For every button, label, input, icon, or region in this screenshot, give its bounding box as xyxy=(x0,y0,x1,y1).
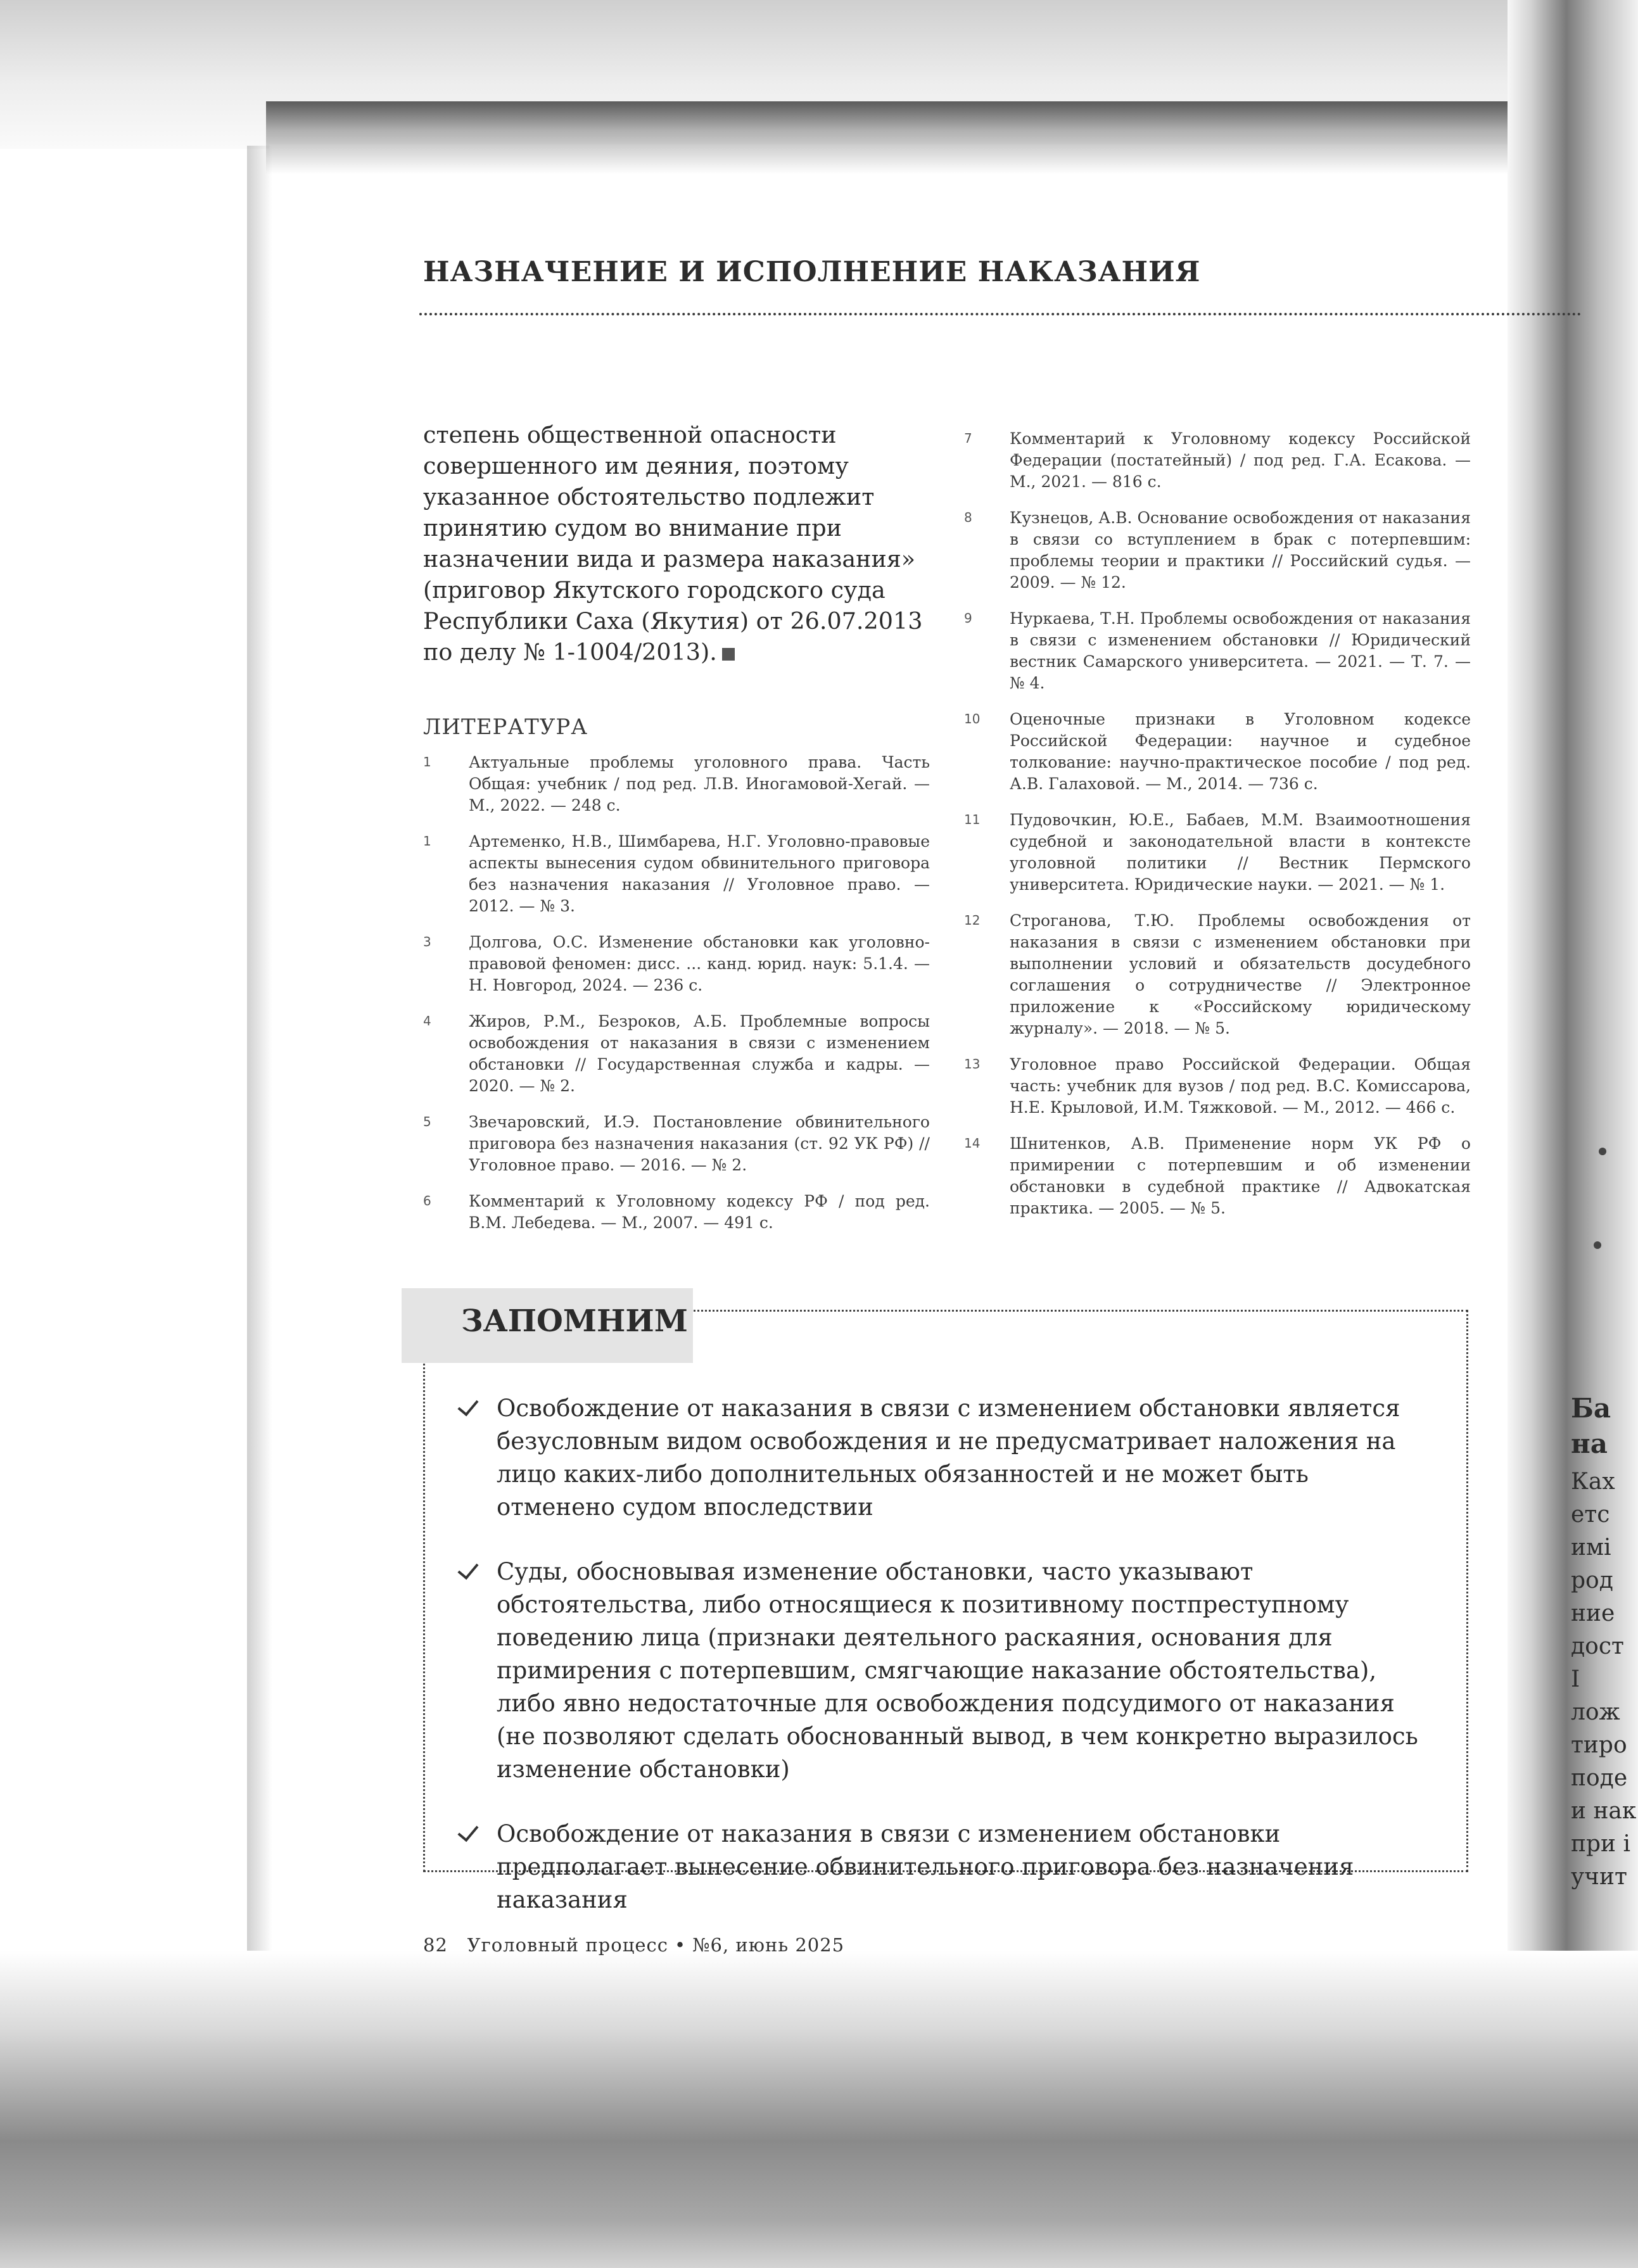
reference-number: 6 xyxy=(423,1193,431,1208)
reference-number: 3 xyxy=(423,934,431,949)
takeaway-item xyxy=(457,1555,1426,1786)
scan-shadow-bottom xyxy=(0,1951,1638,2268)
reference-text: Комментарий к Уголовному кодексу РФ / под ред. В.М. Лебедева. — М., 2007. — 491 с. xyxy=(469,1192,930,1232)
reference-list-left xyxy=(423,752,930,1248)
reference-item xyxy=(423,1011,930,1097)
reference-text: Пудовочкин, Ю.Е., Бабаев, М.М. Взаимоотношения судебной и законодательной власти в контексте уголовной политики // Вестник Пермского университета. Юридические науки. — 2021. — № 1. xyxy=(1010,811,1471,894)
checkmark-icon xyxy=(457,1555,497,1586)
reference-item xyxy=(423,932,930,996)
reference-number: 9 xyxy=(964,611,972,626)
adjacent-line: род xyxy=(1571,1568,1613,1593)
reference-item xyxy=(423,1112,930,1176)
reference-item xyxy=(964,1054,1471,1118)
reference-text: Жиров, Р.М., Безроков, А.Б. Проблемные вопросы освобождения от наказания в связи с изменением обстановки // Государственная служба и кадры. — 2020. — № 2. xyxy=(469,1012,930,1095)
reference-text: Шнитенков, А.В. Применение норм УК РФ о примирении с потерпевшим и об изменении обстановки в судебной практике // Адвокатская практика. — 2005. — № 5. xyxy=(1010,1134,1471,1217)
reference-text: Актуальные проблемы уголовного права. Часть Общая: учебник / под ред. Л.В. Иногамовой-Хегай. — М., 2022. — 248 с. xyxy=(469,753,930,814)
takeaway-list xyxy=(457,1392,1426,1948)
reference-number: 8 xyxy=(964,510,972,525)
adjacent-line: и нак xyxy=(1571,1798,1637,1824)
reference-item xyxy=(964,809,1471,896)
callout-title: ЗАПОМНИМ xyxy=(461,1303,688,1339)
adjacent-line: на xyxy=(1571,1428,1608,1459)
adjacent-line: І xyxy=(1571,1666,1580,1692)
adjacent-line: ние xyxy=(1571,1600,1615,1626)
reference-text: Нуркаева, Т.Н. Проблемы освобождения от наказания в связи с изменением обстановки // Юридический вестник Самарского университета. — 2021. — Т. 7. — № 4. xyxy=(1010,609,1471,692)
adjacent-line: при і xyxy=(1571,1831,1630,1857)
reference-item xyxy=(423,831,930,917)
header-divider xyxy=(419,313,1582,315)
reference-number: 7 xyxy=(964,431,972,446)
page-number: 82 xyxy=(423,1934,448,1956)
adjacent-line: имі xyxy=(1571,1535,1611,1561)
scan-shadow-left xyxy=(247,146,272,1970)
reference-text: Артеменко, Н.В., Шимбарева, Н.Г. Уголовно-правовые аспекты вынесения судом обвинительного приговора без назначения наказания // Уголовное право. — 2012. — № 3. xyxy=(469,832,930,915)
reference-item xyxy=(964,428,1471,493)
reference-item xyxy=(964,709,1471,795)
reference-text: Уголовное право Российской Федерации. Общая часть: учебник для вузов / под ред. В.С. Комиссарова, Н.Е. Крыловой, И.М. Тяжковой. — М., 2012. — 466 с. xyxy=(1010,1055,1471,1117)
adjacent-line: поде xyxy=(1571,1765,1628,1791)
takeaway-text: Освобождение от наказания в связи с изменением обстановки предполагает вынесение обвинительного приговора без назначения наказания xyxy=(497,1820,1354,1913)
adjacent-line: Ба xyxy=(1571,1393,1611,1424)
checkmark-icon xyxy=(457,1392,497,1422)
scan-shadow-band xyxy=(266,101,1571,174)
section-header: НАЗНАЧЕНИЕ И ИСПОЛНЕНИЕ НАКАЗАНИЯ xyxy=(423,256,1201,288)
reference-text: Долгова, О.С. Изменение обстановки как уголовно-правовой феномен: дисс. ... канд. юрид. наук: 5.1.4. — Н. Новгород, 2024. — 236 с. xyxy=(469,933,930,994)
reference-number: 1 xyxy=(423,833,431,849)
reference-item xyxy=(964,608,1471,694)
adjacent-line: дост xyxy=(1571,1633,1624,1659)
reference-text: Комментарий к Уголовному кодексу Российской Федерации (постатейный) / под ред. Г.А. Есакова. — М., 2021. — 816 с. xyxy=(1010,429,1471,491)
reference-number: 1 xyxy=(423,754,431,770)
takeaway-item xyxy=(457,1818,1426,1916)
reference-number: 10 xyxy=(964,711,981,726)
adjacent-line: учит xyxy=(1571,1864,1627,1890)
reference-item xyxy=(964,910,1471,1039)
reference-text: Кузнецов, А.В. Основание освобождения от наказания в связи со вступлением в брак с потерпевшим: проблемы теории и практики // Российский судья. — 2009. — № 12. xyxy=(1010,509,1471,592)
scan-shadow-right xyxy=(1508,0,1638,2268)
checkmark-icon xyxy=(457,1818,497,1848)
adjacent-line: етс xyxy=(1571,1502,1610,1528)
end-of-article-mark xyxy=(722,648,735,661)
reference-text: Звечаровский, И.Э. Постановление обвинительного приговора без назначения наказания (ст. 92 УК РФ) // Уголовное право. — 2016. — № 2. xyxy=(469,1113,930,1174)
takeaway-text: Освобождение от наказания в связи с изменением обстановки является безусловным видом освобождения и не предусматривает наложения на лицо каких-либо дополнительных обязанностей и не может быть отменено судом впоследствии xyxy=(497,1395,1400,1521)
adjacent-line: лож xyxy=(1571,1699,1620,1725)
reference-number: 11 xyxy=(964,812,981,827)
reference-number: 14 xyxy=(964,1136,981,1151)
literature-heading: ЛИТЕРАТУРА xyxy=(423,714,588,740)
journal-name: Уголовный процесс xyxy=(467,1934,668,1956)
bullet-dot-icon xyxy=(1599,1148,1606,1155)
reference-item xyxy=(423,1191,930,1234)
reference-item xyxy=(964,507,1471,593)
reference-item xyxy=(964,1133,1471,1219)
adjacent-page-body xyxy=(1571,1466,1638,1894)
bullet-dot-icon xyxy=(1594,1241,1601,1249)
adjacent-line: Ках xyxy=(1571,1469,1615,1495)
reference-number: 5 xyxy=(423,1114,431,1129)
reference-text: Оценочные признаки в Уголовном кодексе Российской Федерации: научное и судебное толкование: научно-практическое пособие / под ред. А.В. Галаховой. — М., 2014. — 736 с. xyxy=(1010,710,1471,793)
adjacent-page-heading xyxy=(1571,1391,1638,1462)
body-text: степень общественной опасности совершенного им деяния, поэтому указанное обстоятельство подлежит принятию судом во внимание при назначении вида и размера наказания» (приговор Якутского городского суда Республики Саха (Якутия) от 26.07.2013 по делу № 1-1004/2013). xyxy=(423,421,923,666)
reference-number: 13 xyxy=(964,1056,981,1072)
takeaway-text: Суды, обосновывая изменение обстановки, часто указывают обстоятельства, либо относящиеся к позитивному постпреступному поведению лица (признаки деятельного раскаяния, основания для примирения с потерпевшим, смягчающие наказание обстоятельства), либо явно недостаточные для освобождения подсудимого от наказания (не позволяют сделать обоснованный вывод, в чем конкретно выразилось изменение обстановки) xyxy=(497,1558,1418,1783)
reference-item xyxy=(423,752,930,816)
reference-number: 12 xyxy=(964,913,981,928)
takeaway-item xyxy=(457,1392,1426,1524)
footer-separator: • xyxy=(674,1934,687,1956)
reference-number: 4 xyxy=(423,1013,431,1029)
reference-list-right xyxy=(964,428,1471,1234)
journal-issue: №6, июнь 2025 xyxy=(692,1934,845,1956)
body-paragraph xyxy=(423,419,930,668)
adjacent-line: тиро xyxy=(1571,1732,1627,1758)
page-footer xyxy=(423,1934,844,1956)
reference-text: Строганова, Т.Ю. Проблемы освобождения от наказания в связи с изменением обстановки при выполнении условий и обязательств досудебного соглашения о сотрудничестве // Электронное приложение к «Российскому юридическому журналу». — 2018. — № 5. xyxy=(1010,911,1471,1037)
